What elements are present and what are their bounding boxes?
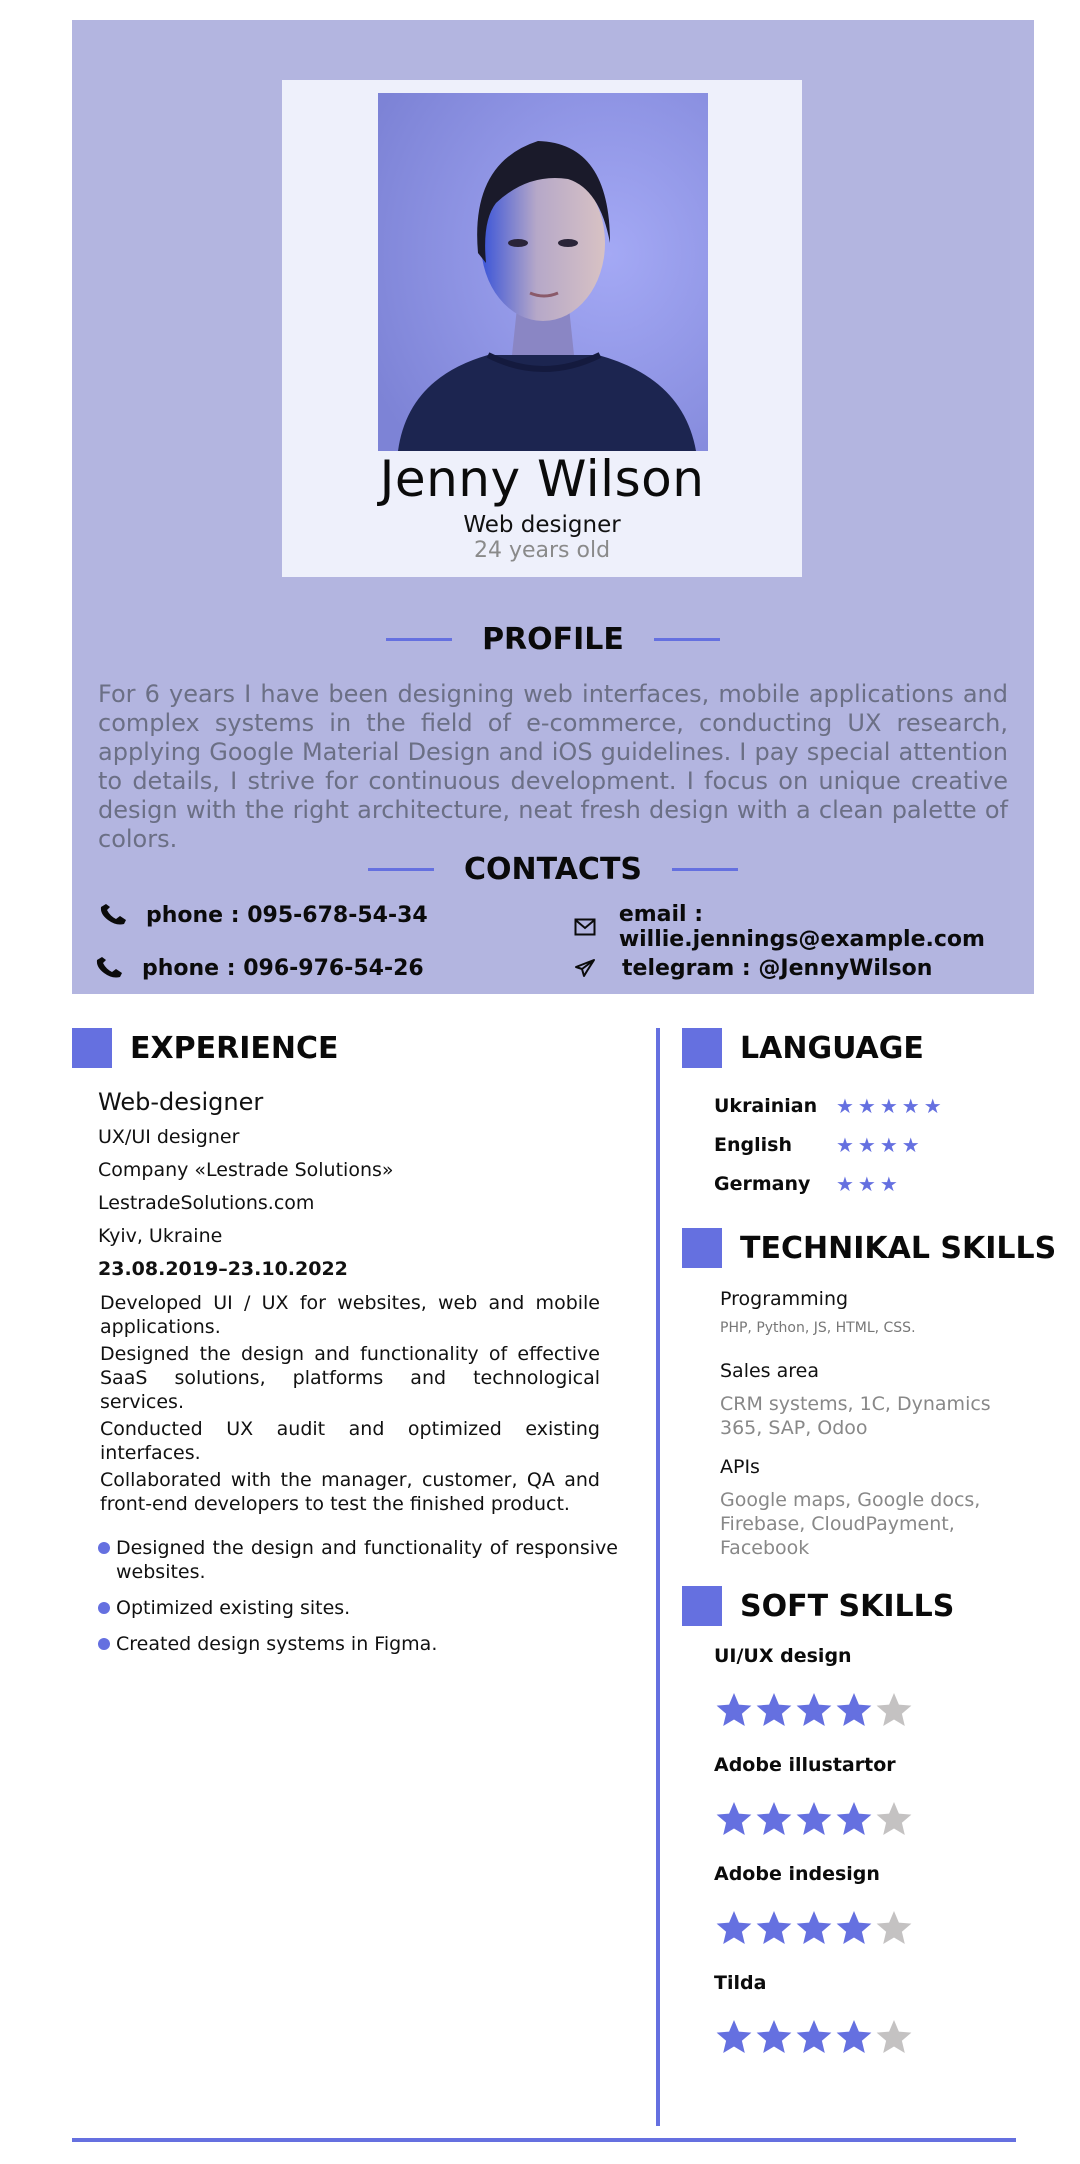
phone-1-text: phone : 095-678-54-34: [146, 902, 428, 928]
contacts-title: CONTACTS: [463, 852, 643, 887]
contact-email[interactable]: [574, 902, 1034, 952]
star-empty-icon: [874, 1908, 914, 1948]
star-filled-icon: [794, 1799, 834, 1839]
star-filled-icon: [754, 2017, 794, 2057]
star-filled-icon: [714, 1690, 754, 1730]
heading-square: [72, 1028, 112, 1068]
star-filled-icon: [834, 1690, 874, 1730]
skill-group: [720, 1288, 1020, 1336]
soft-skill-name: UI/UX design: [714, 1645, 852, 1667]
language-stars: ★★★★★: [836, 1094, 946, 1118]
job-company: Company «Lestrade Solutions»: [98, 1159, 394, 1181]
experience-section: [98, 1088, 618, 1668]
profile-title: PROFILE: [482, 622, 624, 657]
soft-skill-rating: [714, 1690, 914, 1730]
star-filled-icon: [754, 1908, 794, 1948]
list-item-text: Optimized existing sites.: [116, 1597, 351, 1619]
profile-heading: [72, 622, 1034, 657]
heading-divider: [672, 868, 738, 871]
heading-square: [682, 1028, 722, 1068]
person-age: 24 years old: [473, 538, 611, 563]
language-name: English: [714, 1134, 792, 1156]
email-text: email : willie.jennings@example.com: [618, 902, 985, 952]
soft-skills-title: SOFT SKILLS: [740, 1588, 955, 1624]
soft-skill-rating: [714, 1799, 914, 1839]
soft-skill-name: Tilda: [714, 1972, 767, 1994]
language-name: Germany: [714, 1173, 811, 1195]
person-role: Web designer: [463, 512, 621, 538]
soft-skills-heading: [682, 1586, 954, 1626]
contact-phone-2[interactable]: [94, 955, 424, 981]
bullet-dot-icon: [98, 1602, 110, 1614]
bottom-divider: [72, 2138, 1016, 2142]
language-heading: [682, 1028, 924, 1068]
skill-label: Programming: [720, 1288, 849, 1310]
contact-telegram[interactable]: [574, 955, 932, 981]
heading-square: [682, 1586, 722, 1626]
star-filled-icon: [754, 1799, 794, 1839]
star-filled-icon: [754, 1690, 794, 1730]
column-divider: [656, 1028, 660, 2126]
soft-skill-name: Adobe indesign: [714, 1863, 880, 1885]
language-stars: ★★★★: [836, 1133, 924, 1157]
technical-title: TECHNIKAL SKILLS: [740, 1230, 1057, 1266]
job-position: UX/UI designer: [98, 1126, 240, 1148]
skill-group: [720, 1360, 1020, 1440]
list-item-text: Created design systems in Figma.: [116, 1633, 438, 1655]
skill-group: [720, 1456, 1020, 1560]
telegram-text: telegram : @JennyWilson: [622, 955, 933, 981]
star-filled-icon: [794, 1690, 834, 1730]
heading-divider: [386, 638, 452, 641]
language-row: [714, 1094, 946, 1118]
profile-text: For 6 years I have been designing web interfaces, mobile applications and complex systems in the field of e-commerce, conducting UX research, applying Google Material Design and iOS guidelines. I pay special attention to details, I strive for continuous development. I focus on unique creative design with the right architecture, neat fresh design with a clean palette of colors.: [98, 680, 1008, 853]
soft-skill-rating: [714, 1908, 914, 1948]
person-name: Jenny Wilson: [379, 450, 705, 508]
language-row: [714, 1133, 924, 1157]
star-filled-icon: [794, 2017, 834, 2057]
star-filled-icon: [794, 1908, 834, 1948]
skill-value: PHP, Python, JS, HTML, CSS.: [720, 1320, 916, 1336]
language-title: LANGUAGE: [740, 1030, 924, 1066]
skill-label: Sales area: [720, 1360, 819, 1382]
job-location: Kyiv, Ukraine: [98, 1225, 223, 1247]
star-filled-icon: [834, 1908, 874, 1948]
technical-heading: [682, 1228, 1056, 1268]
profile-card: [282, 80, 802, 577]
list-item: [98, 1536, 618, 1584]
heading-square: [682, 1228, 722, 1268]
bullet-dot-icon: [98, 1638, 110, 1650]
list-item: [98, 1632, 618, 1656]
list-item: [98, 1596, 618, 1620]
star-empty-icon: [874, 2017, 914, 2057]
duty-item: Developed UI / UX for websites, web and mobile applications.: [100, 1292, 600, 1338]
duty-item: Collaborated with the manager, customer, QA and front-end developers to test the finished product.: [100, 1469, 600, 1515]
skill-value: Google maps, Google docs, Firebase, CloudPayment, Facebook: [720, 1489, 981, 1559]
phone-icon: [98, 902, 132, 928]
telegram-icon: [574, 955, 608, 981]
skill-value: CRM systems, 1C, Dynamics 365, SAP, Odoo: [720, 1393, 991, 1439]
soft-skill-name: Adobe illustartor: [714, 1754, 896, 1776]
experience-heading: [72, 1028, 338, 1068]
bullet-dot-icon: [98, 1542, 110, 1554]
soft-skill-rating: [714, 2017, 914, 2057]
star-filled-icon: [834, 2017, 874, 2057]
job-title: Web-designer: [98, 1088, 264, 1116]
star-empty-icon: [874, 1690, 914, 1730]
star-empty-icon: [874, 1799, 914, 1839]
hero-section: [72, 20, 1034, 994]
language-row: [714, 1172, 902, 1196]
star-filled-icon: [714, 1908, 754, 1948]
contacts-heading: [72, 852, 1034, 887]
mail-icon: [574, 914, 605, 940]
job-dates: 23.08.2019–23.10.2022: [98, 1258, 348, 1280]
skill-label: APIs: [720, 1456, 760, 1478]
language-name: Ukrainian: [714, 1095, 818, 1117]
duty-item: Designed the design and functionality of effective SaaS solutions, platforms and technological services.: [100, 1343, 600, 1413]
phone-2-text: phone : 096-976-54-26: [142, 955, 424, 981]
contact-phone-1[interactable]: [98, 902, 428, 928]
language-stars: ★★★: [836, 1172, 902, 1196]
list-item-text: Designed the design and functionality of responsive websites.: [116, 1537, 618, 1583]
star-filled-icon: [714, 1799, 754, 1839]
experience-title: EXPERIENCE: [130, 1030, 339, 1066]
heading-divider: [654, 638, 720, 641]
heading-divider: [368, 868, 434, 871]
achievements-list: [98, 1536, 618, 1656]
phone-icon: [94, 955, 128, 981]
star-filled-icon: [834, 1799, 874, 1839]
job-site: LestradeSolutions.com: [98, 1192, 315, 1214]
profile-photo: [378, 93, 708, 451]
duty-item: Conducted UX audit and optimized existing interfaces.: [100, 1418, 600, 1464]
star-filled-icon: [714, 2017, 754, 2057]
